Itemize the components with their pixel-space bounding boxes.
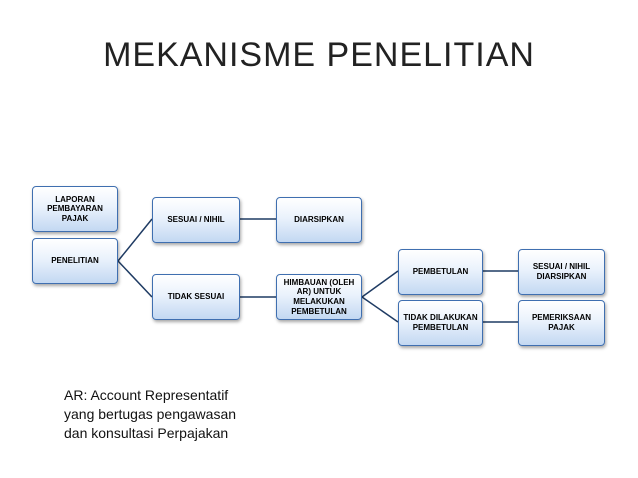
box-laporan-label: LAPORAN PEMBAYARAN PAJAK xyxy=(47,194,103,223)
box-sesuai-nihil-diarsipkan xyxy=(518,249,605,295)
box-sesuai-nihil xyxy=(152,197,240,243)
box-penelitian-label: PENELITIAN xyxy=(51,256,99,266)
box-tidak-sesuai-label: TIDAK SESUAI xyxy=(167,292,225,302)
box-diarsipkan-label: DIARSIPKAN xyxy=(294,215,344,225)
connector-penelitian-tidak-sesuai xyxy=(118,261,152,297)
box-diarsipkan xyxy=(276,197,362,243)
box-sesuai-nihil-label: SESUAI / NIHIL xyxy=(167,215,225,225)
box-laporan-pembayaran-pajak xyxy=(32,186,118,232)
box-himbauan xyxy=(276,274,362,320)
connector-penelitian-sesuai xyxy=(118,219,152,261)
box-tidak-dilakukan-pembetulan xyxy=(398,300,483,346)
connector-himbauan-tidak-dilakukan xyxy=(362,297,398,322)
box-penelitian xyxy=(32,238,118,284)
ar-note: AR: Account Representatif yang bertugas pengawasan dan konsultasi Perpajakan xyxy=(64,387,237,441)
box-pembetulan-label: PEMBETULAN xyxy=(412,267,469,277)
box-sesuai-nihil-diarsipkan-label: SESUAI / NIHIL DIARSIPKAN xyxy=(532,262,591,281)
box-pembetulan xyxy=(398,249,483,295)
page-title: MEKANISME PENELITIAN xyxy=(103,36,535,74)
connector-himbauan-pembetulan xyxy=(362,271,398,297)
box-tidak-sesuai xyxy=(152,274,240,320)
box-himbauan-label: HIMBAUAN (OLEH AR) UNTUK MELAKUKAN PEMBETULAN xyxy=(283,277,355,316)
box-tidak-dilakukan-label: TIDAK DILAKUKAN PEMBETULAN xyxy=(403,313,478,332)
box-pemeriksaan-pajak xyxy=(518,300,605,346)
box-pemeriksaan-label: PEMERIKSAAN PAJAK xyxy=(531,313,592,332)
